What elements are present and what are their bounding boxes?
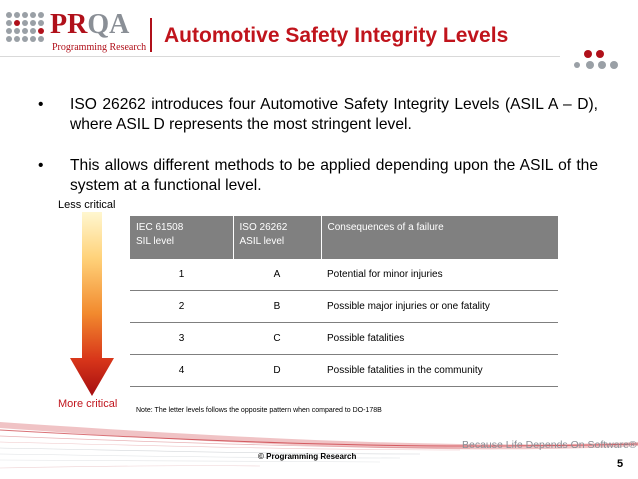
footer-tagline: Because Life Depends On Software® <box>462 439 637 451</box>
asil-cell: B <box>233 291 321 323</box>
consequence-cell: Potential for minor injuries <box>321 259 558 291</box>
more-critical-label: More critical <box>58 398 118 410</box>
sil-cell: 3 <box>130 323 233 355</box>
logo-dot-grid <box>6 12 44 42</box>
logo-wordmark: PRQA <box>50 9 130 40</box>
header-rule <box>0 56 560 57</box>
table-note: Note: The letter levels follows the opposite pattern when compared to DO-178B <box>136 407 382 414</box>
table-row <box>130 259 558 291</box>
consequence-cell: Possible major injuries or one fatality <box>321 291 558 323</box>
asil-table <box>130 216 558 387</box>
slide-title: Automotive Safety Integrity Levels <box>164 24 509 47</box>
bullet-dot: • <box>38 157 44 174</box>
asil-cell: A <box>233 259 321 291</box>
consequence-cell: Possible fatalities in the community <box>321 355 558 387</box>
sil-cell: 1 <box>130 259 233 291</box>
page-number: 5 <box>617 458 624 470</box>
bullet-text: ISO 26262 introduces four Automotive Safety Integrity Levels (ASIL A – D), where ASIL D represents the most stringent level. <box>70 96 598 133</box>
table-row <box>130 323 558 355</box>
sil-cell: 2 <box>130 291 233 323</box>
asil-cell: C <box>233 323 321 355</box>
table-row <box>130 355 558 387</box>
bullet-item <box>38 95 598 135</box>
criticality-arrow-icon <box>68 212 116 398</box>
bullet-text: This allows different methods to be applied depending upon the ASIL of the system at a functional level. <box>70 157 598 194</box>
title-divider <box>150 18 152 52</box>
header-sil: IEC 61508 SIL level <box>130 216 233 259</box>
bullet-item <box>38 156 598 196</box>
sil-cell: 4 <box>130 355 233 387</box>
logo-subtitle: Programming Research <box>52 42 147 53</box>
footer-copyright: © Programming Research <box>258 452 357 461</box>
consequence-cell: Possible fatalities <box>321 323 558 355</box>
table-row <box>130 291 558 323</box>
header-asil: ISO 26262 ASIL level <box>233 216 321 259</box>
corner-dots-decoration <box>574 50 634 72</box>
header-consequences: Consequences of a failure <box>321 216 558 259</box>
less-critical-label: Less critical <box>58 199 116 211</box>
table-header-row <box>130 216 558 259</box>
asil-cell: D <box>233 355 321 387</box>
prqa-logo <box>6 10 146 56</box>
bullet-dot: • <box>38 96 44 113</box>
